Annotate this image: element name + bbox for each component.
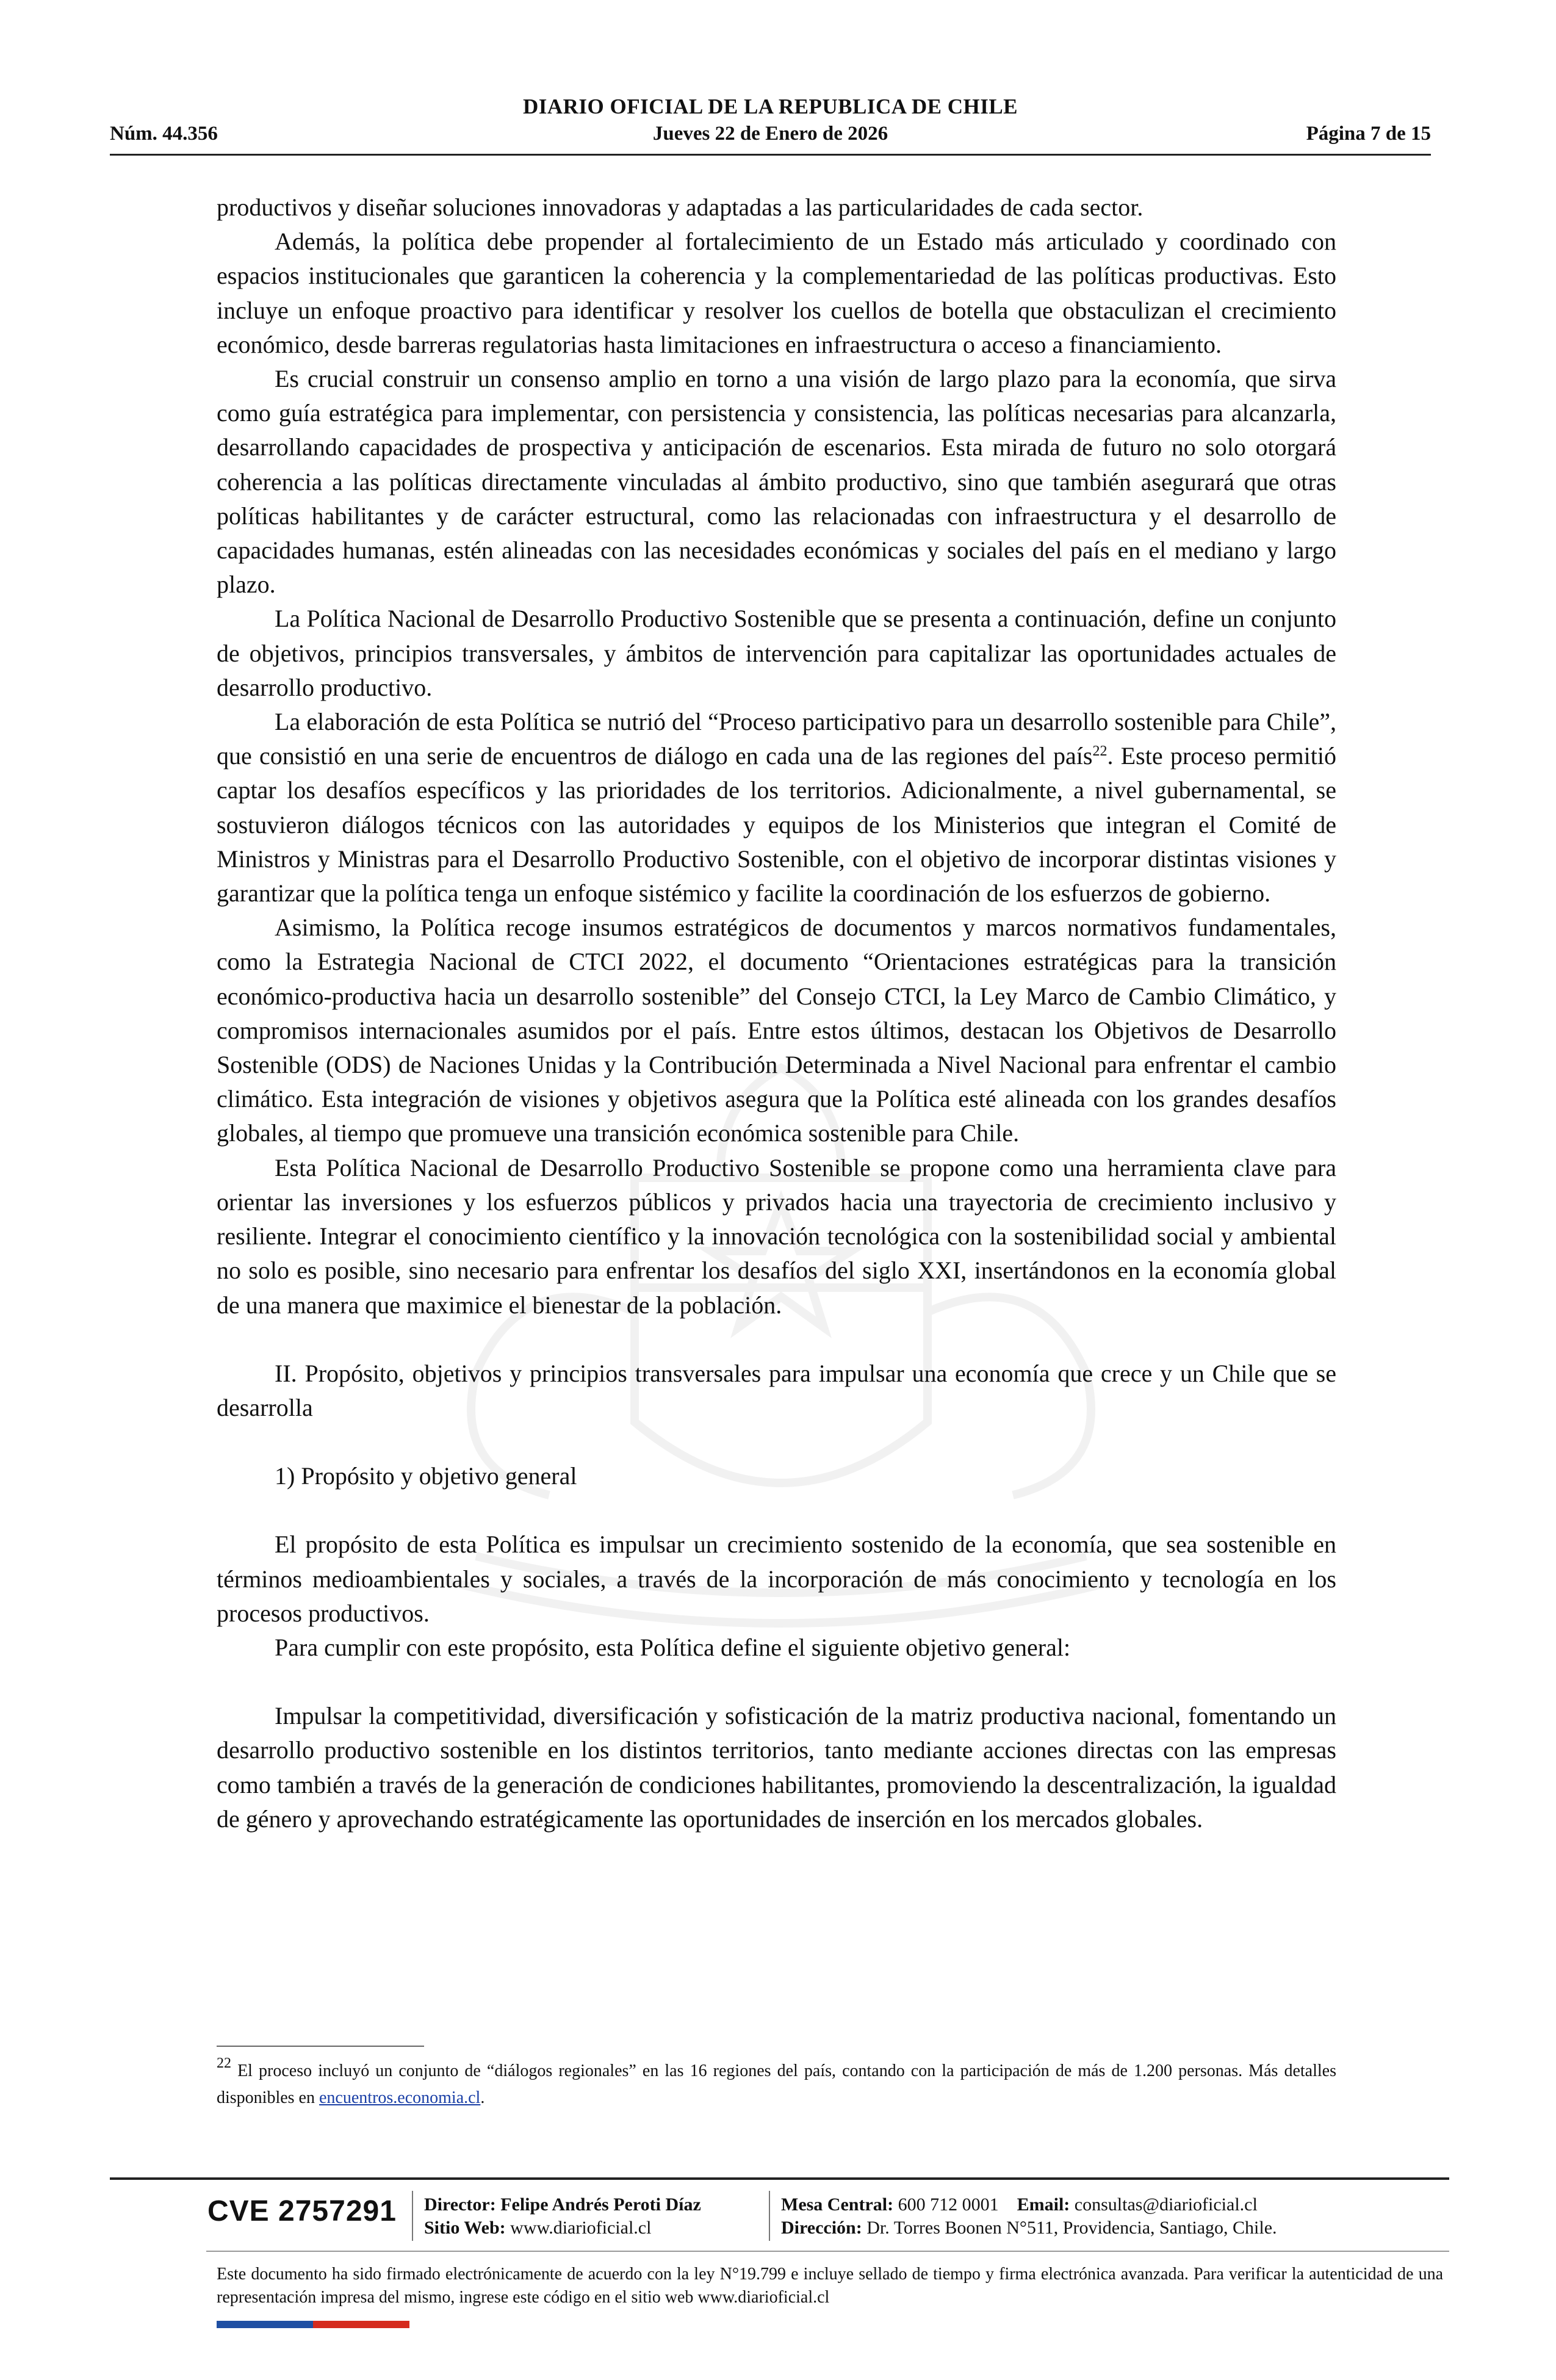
paragraph: La Política Nacional de Desarrollo Productivo Sostenible que se presenta a continuación, define un conjunto de objetivos, principios transversales, y ámbitos de intervención para capitalizar las oportunidades actuales de desarrollo productivo. <box>217 605 1336 701</box>
paragraph: Asimismo, la Política recoge insumos estratégicos de documentos y marcos normativos fundamentales, como la Estrategia Nacional de CTCI 2022, el documento “Orientaciones estratégicas para la transición económico-productiva hacia un desarrollo sostenible” del Consejo CTCI, la Ley Marco de Cambio Climático, y compromisos internacionales asumidos por el país. Entre estos últimos, destacan los Objetivos de Desarrollo Sostenible (ODS) de Naciones Unidas y la Contribución Determinada a Nivel Nacional para enfrentar el cambio climático. Esta integración de visiones y objetivos asegura que la Política esté alineada con los grandes desafíos globales, al tiempo que promueve una transición económica sostenible para Chile. <box>217 914 1336 1147</box>
page-footer <box>110 2177 1449 2330</box>
legal-notice: Este documento ha sido firmado electrónicamente de acuerdo con la ley N°19.799 e incluye sellado de tiempo y firma electrónica avanzada. Para verificar la autenticidad de una representación impresa del mismo, ingrese este código en el sitio web www.diarioficial.cl <box>217 2265 1443 2307</box>
page-header <box>110 95 1431 156</box>
footer-separator <box>412 2191 413 2241</box>
mesa-phone: 600 712 0001 <box>893 2194 999 2215</box>
website-url[interactable]: www.diarioficial.cl <box>505 2218 652 2238</box>
paragraph: Además, la política debe propender al fortalecimiento de un Estado más articulado y coordinado con espacios institucionales que garanticen la coherencia y la complementariedad de las políticas productivas. Esto incluye un enfoque proactivo para identificar y resolver los cuellos de botella que obstaculizan el crecimiento económico, desde barreras regulatorias hasta limitaciones en infraestructura o acceso a financiamiento. <box>217 228 1336 358</box>
footnote-reference[interactable]: 22 <box>1092 743 1108 760</box>
email-label: Email: <box>1017 2194 1070 2215</box>
footnote-text: El proceso incluyó un conjunto de “diálogos regionales” en las 16 regiones del país, contando con la participación de más de 1.200 personas. Más detalles disponibles en <box>217 2061 1336 2107</box>
footnote-number: 22 <box>217 2055 231 2071</box>
issue-number: Núm. 44.356 <box>110 123 218 145</box>
address-label: Dirección: <box>781 2218 862 2238</box>
contact-line <box>781 2193 1277 2216</box>
paragraph: Impulsar la competitividad, diversificación y sofisticación de la matriz productiva nacional, fomentando un desarrollo productivo sostenible en los distintos territorios, tanto mediante acciones directas con las empresas como también a través de la generación de condiciones habilitantes, promoviendo la descentralización, la igualdad de género y aprovechando estratégicamente las oportunidades de inserción en los mercados globales. <box>217 1702 1336 1833</box>
mesa-label: Mesa Central: <box>781 2194 894 2215</box>
website-line <box>424 2216 701 2240</box>
footer-divider <box>110 2177 1449 2180</box>
website-label: Sitio Web: <box>424 2218 506 2238</box>
cve-code: CVE 2757291 <box>207 2195 397 2227</box>
footer-contact-block <box>781 2193 1277 2240</box>
footnote-divider <box>217 2046 424 2047</box>
footer-director-block <box>424 2193 701 2240</box>
footnote-link[interactable]: encuentros.economia.cl <box>319 2088 481 2107</box>
flag-red-band <box>313 2321 409 2328</box>
issue-date: Jueves 22 de Enero de 2026 <box>652 123 888 145</box>
paragraph: Para cumplir con este propósito, esta Política define el siguiente objetivo general: <box>275 1633 1071 1661</box>
paragraph: El propósito de esta Política es impulsar un crecimiento sostenido de la economía, que sea sostenible en términos medioambientales y sociales, a través de la incorporación de más conocimiento y tecnología en los procesos productivos. <box>217 1531 1336 1627</box>
header-info-row <box>110 123 1431 150</box>
paragraph: Es crucial construir un consenso amplio en torno a una visión de largo plazo para la economía, que sirva como guía estratégica para implementar, con persistencia y consistencia, las políticas necesarias para alcanzarla, desarrollando capacidades de prospectiva y anticipación de escenarios. Esta mirada de futuro no solo otorgará coherencia a las políticas directamente vinculadas al ámbito productivo, sino que también asegurará que otras políticas habilitantes y de carácter estructural, como las relacionadas con infraestructura y el desarrollo de capacidades humanas, estén alineadas con las necesidades económicas y sociales del país en el mediano y largo plazo. <box>217 365 1336 599</box>
paragraph: Esta Política Nacional de Desarrollo Productivo Sostenible se propone como una herramienta clave para orientar las inversiones y los esfuerzos públicos y privados hacia una trayectoria de crecimiento inclusivo y resiliente. Integrar el conocimiento científico y la innovación tecnológica con la sostenibilidad social y ambiental no solo es posible, sino necesario para enfrentar los desafíos del siglo XXI, insertándonos en la economía global de una manera que maximice el bienestar de la población. <box>217 1153 1336 1319</box>
footnote-end: . <box>480 2088 485 2107</box>
address-line <box>781 2216 1277 2240</box>
page-indicator: Página 7 de 15 <box>1306 123 1431 145</box>
footer-separator <box>769 2191 770 2241</box>
director-label: Director: <box>424 2194 496 2215</box>
footnote <box>217 2055 1336 2111</box>
section-heading: II. Propósito, objetivos y principios transversales para impulsar una economía que crece y un Chile que se desarrolla <box>217 1359 1336 1421</box>
footer-inner-divider <box>206 2251 1449 2252</box>
paragraph: productivos y diseñar soluciones innovadoras y adaptadas a las particularidades de cada sector. <box>217 193 1144 221</box>
email-address[interactable]: consultas@diarioficial.cl <box>1070 2194 1258 2215</box>
header-divider <box>110 154 1431 156</box>
flag-blue-band <box>217 2321 313 2328</box>
address-text: Dr. Torres Boonen N°511, Providencia, Santiago, Chile. <box>862 2218 1277 2238</box>
subsection-heading: 1) Propósito y objetivo general <box>275 1462 577 1490</box>
director-line <box>424 2193 701 2216</box>
paragraph <box>217 705 1336 911</box>
chile-flag-stripe-icon <box>217 2320 409 2328</box>
director-name: Felipe Andrés Peroti Díaz <box>495 2194 701 2215</box>
newspaper-title: DIARIO OFICIAL DE LA REPUBLICA DE CHILE <box>522 95 1018 118</box>
paragraph-text: La elaboración de esta Política se nutrió del “Proceso participativo para un desarrollo sostenible para Chile”, que consistió en una serie de encuentros de diálogo en cada una de las regiones del país <box>217 708 1336 770</box>
paragraph-text: . Este proceso permitió captar los desafíos específicos y las prioridades de los territorios. Adicionalmente, a nivel gubernamental, se sostuvieron diálogos técnicos con las autoridades y equipos de los Ministerios que integran el Comité de Ministros y Ministras para el Desarrollo Productivo Sostenible, con el objetivo de incorporar distintas visiones y garantizar que la política tenga un enfoque sistémico y facilite la coordinación de los esfuerzos de gobierno. <box>217 742 1336 907</box>
article-body <box>217 190 1336 1836</box>
